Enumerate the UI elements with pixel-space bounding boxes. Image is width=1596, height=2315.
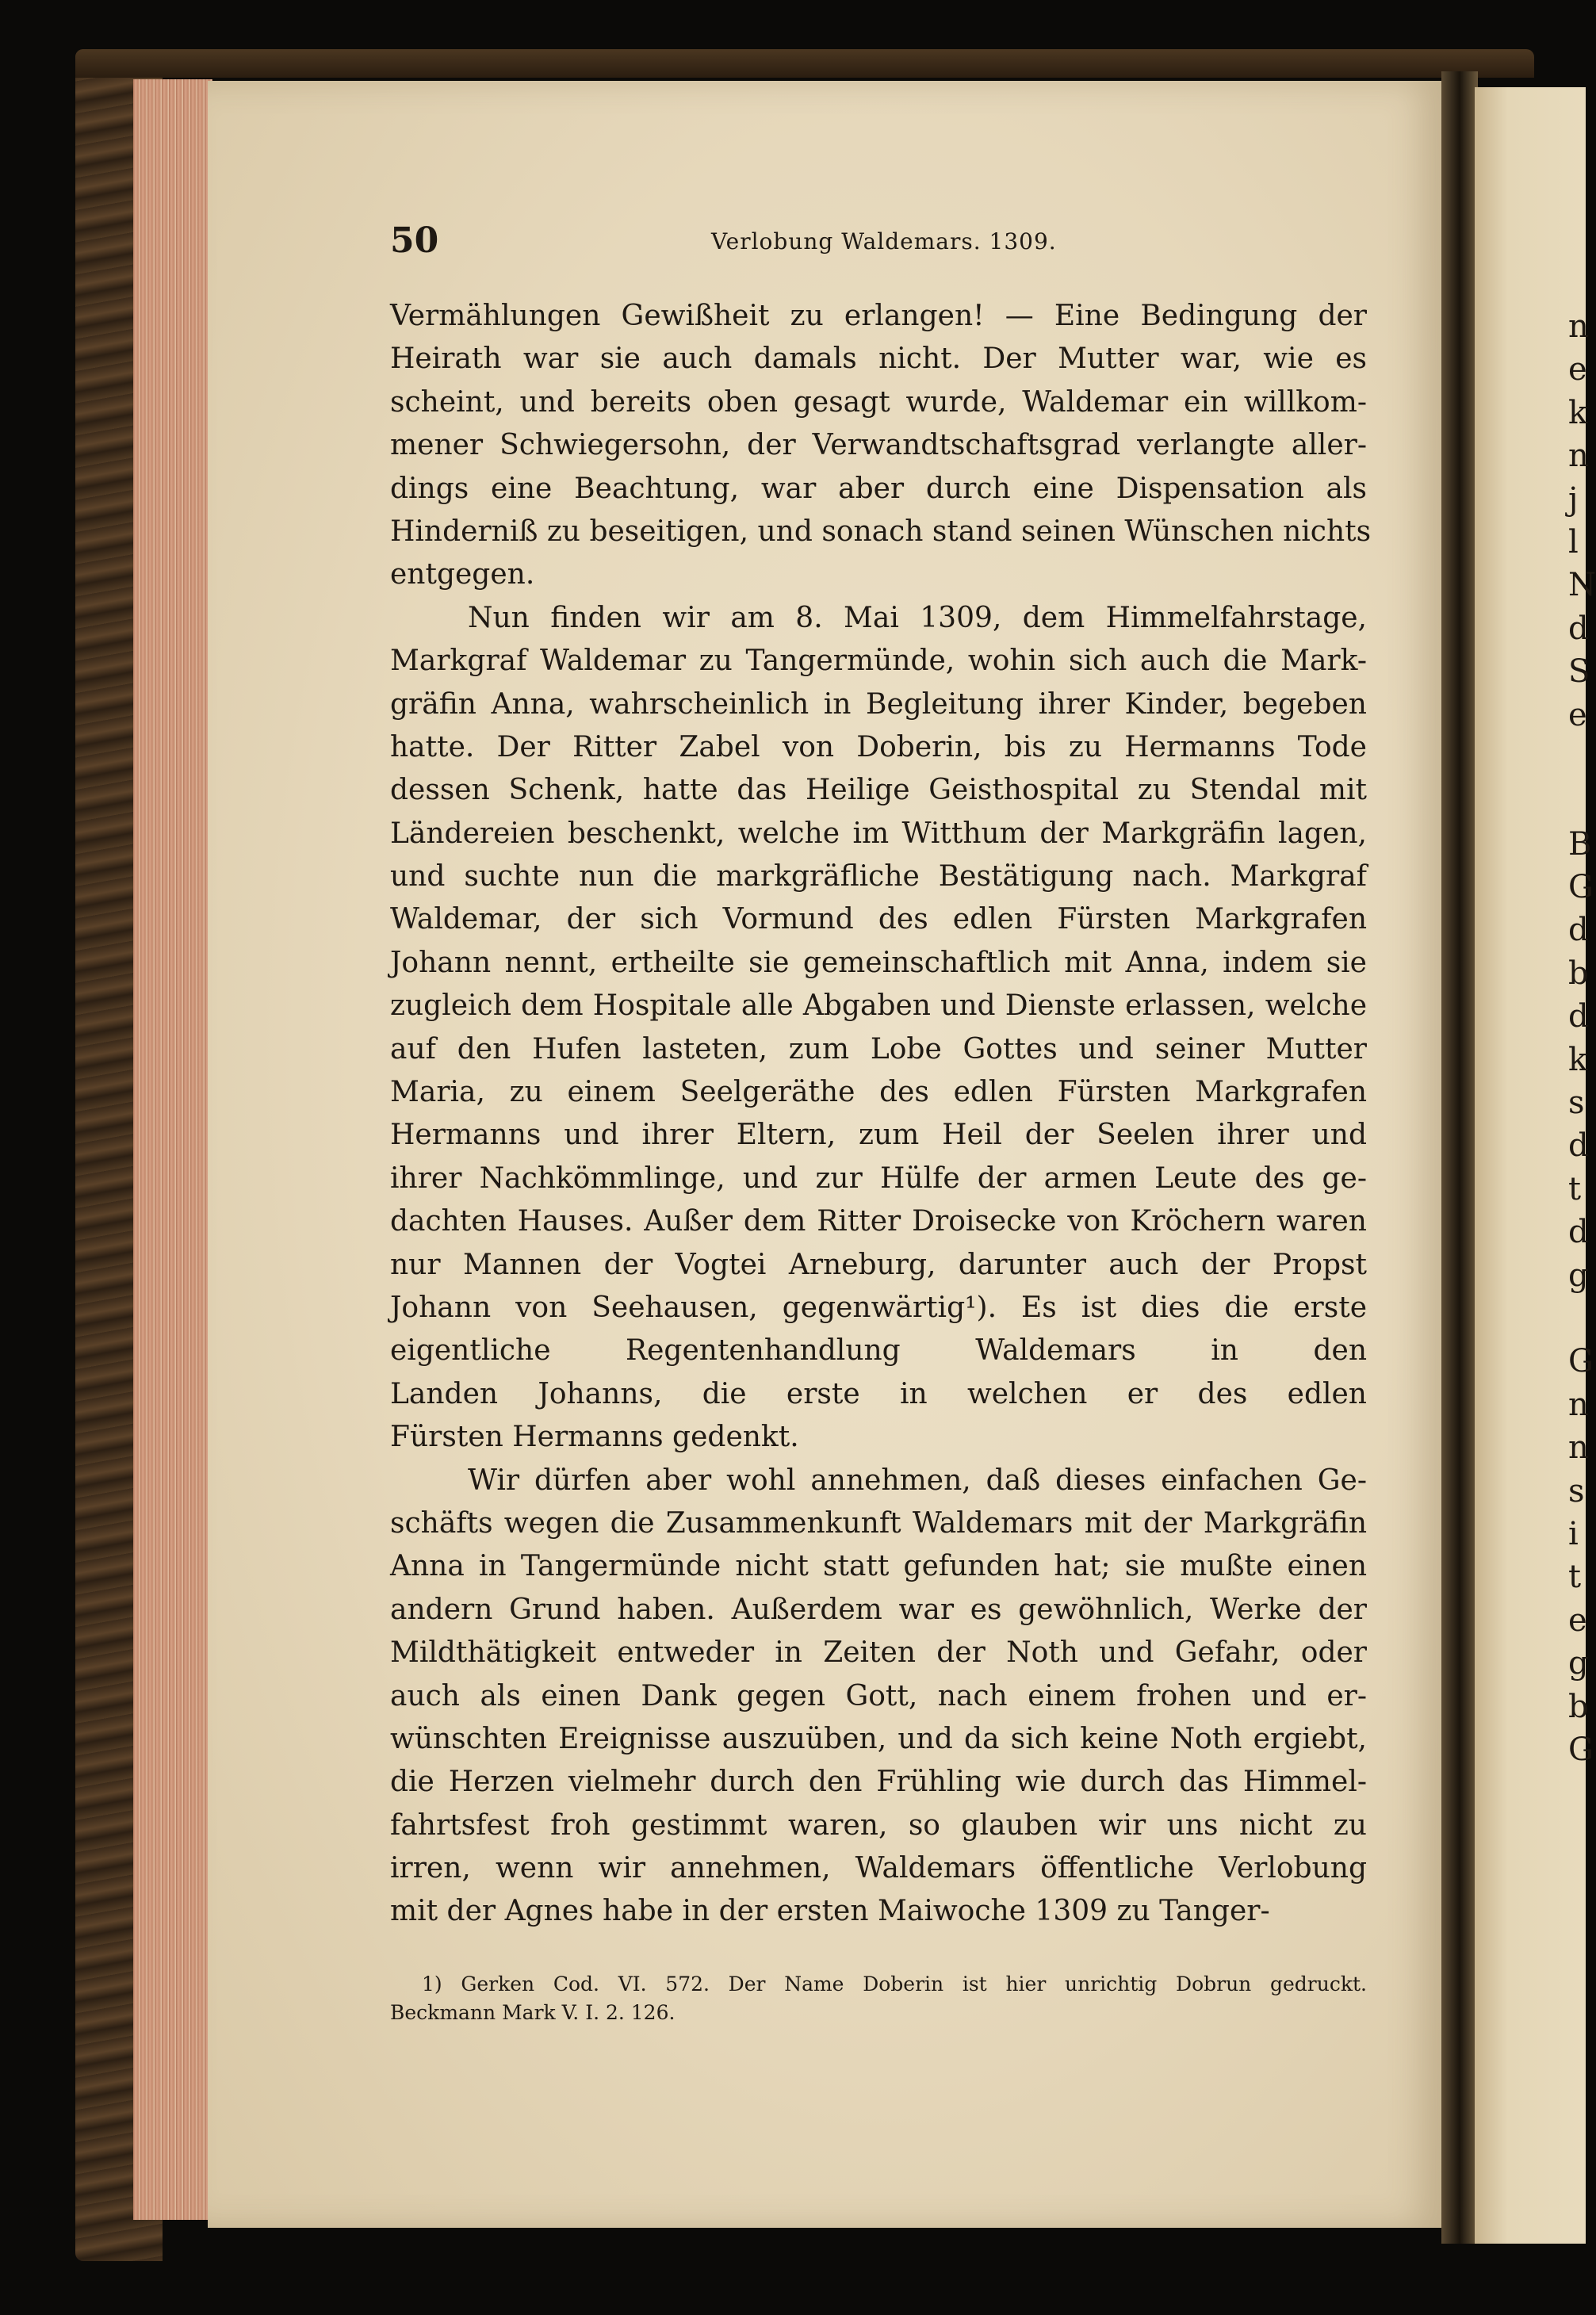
text-line: mener Schwiegersohn, der Verwandtschaftsgrad verlangte aller- xyxy=(390,429,1367,462)
facing-page-letter: n xyxy=(1568,1386,1589,1423)
text-line: die Herzen vielmehr durch den Frühling wie durch das Himmel- xyxy=(390,1766,1367,1799)
text-line: ihrer Nachkömmlinge, und zur Hülfe der armen Leute des ge- xyxy=(390,1161,1367,1195)
facing-page-letter: S xyxy=(1568,653,1590,691)
page-number: 50 xyxy=(390,220,439,261)
facing-page-letter: d xyxy=(1568,912,1589,949)
text-line: eigentliche Regentenhandlung Waldemars in den xyxy=(390,1334,1367,1368)
text-line: Hermanns und ihrer Eltern, zum Heil der Seelen ihrer und xyxy=(390,1119,1367,1152)
cover-top-edge xyxy=(75,49,1534,78)
text-line: Wir dürfen aber wohl annehmen, daß dieses einfachen Ge- xyxy=(468,1464,1367,1497)
facing-page-letter xyxy=(1568,779,1586,822)
facing-page-letter: B xyxy=(1568,825,1592,863)
facing-page-letter: l xyxy=(1568,523,1579,561)
text-line: Maria, zu einem Seelgeräthe des edlen Fürsten Markgrafen xyxy=(390,1076,1367,1109)
text-line: Ländereien beschenkt, welche im Witthum der Markgräfin lagen, xyxy=(390,817,1367,850)
text-line: Heirath war sie auch damals nicht. Der Mutter war, wie es xyxy=(390,342,1367,376)
text-line: entgegen. xyxy=(390,558,535,591)
text-line: zugleich dem Hospitale alle Abgaben und Dienste erlassen, welche xyxy=(390,989,1367,1023)
facing-page-letter: G xyxy=(1568,1343,1594,1380)
facing-page-letter xyxy=(1568,737,1586,779)
text-line: Hinderniß zu beseitigen, und sonach stand seinen Wünschen nichts xyxy=(390,515,1372,548)
running-head: Verlobung Waldemars. 1309. xyxy=(711,228,1057,254)
text-line: irren, wenn wir annehmen, Waldemars öffentliche Verlobung xyxy=(390,1852,1367,1885)
facing-page-letter: e xyxy=(1568,696,1587,733)
facing-page-letter: n xyxy=(1568,308,1589,345)
text-line: dings eine Beachtung, war aber durch eine Dispensation als xyxy=(390,472,1367,505)
text-line: auch als einen Dank gegen Gott, nach einem frohen und er- xyxy=(390,1679,1367,1712)
footnotes xyxy=(390,1970,1367,2027)
footnote-line: 1) Gerken Cod. VI. 572. Der Name Doberin ist hier unrichtig Dobrun gedruckt. xyxy=(422,1973,1367,1995)
text-line: auf den Hufen lasteten, zum Lobe Gottes und seiner Mutter xyxy=(390,1032,1367,1066)
facing-page-letter: b xyxy=(1568,1688,1589,1725)
facing-page-letter xyxy=(1568,1297,1586,1340)
facing-page-line-starts xyxy=(1568,305,1596,1771)
facing-page-letter: i xyxy=(1568,1515,1579,1552)
facing-page-letter: d xyxy=(1568,610,1589,647)
facing-page-letter: s xyxy=(1568,1472,1585,1510)
text-line: und suchte nun die markgräfliche Bestätigung nach. Markgraf xyxy=(390,860,1367,893)
text-line: dessen Schenk, hatte das Heilige Geisthospital zu Stendal mit xyxy=(390,774,1367,807)
text-line: Waldemar, der sich Vormund des edlen Fürsten Markgrafen xyxy=(390,903,1367,936)
text-line: Nun finden wir am 8. Mai 1309, dem Himmelfahrstage, xyxy=(468,601,1367,634)
facing-page-letter: d xyxy=(1568,998,1589,1035)
facing-page-letter: N xyxy=(1568,567,1596,604)
text-line: hatte. Der Ritter Zabel von Doberin, bis zu Hermanns Tode xyxy=(390,730,1367,763)
facing-page-letter: d xyxy=(1568,1214,1589,1251)
page-edges xyxy=(133,79,212,2220)
text-line: Anna in Tangermünde nicht statt gefunden hat; sie mußte einen xyxy=(390,1550,1367,1583)
body-text xyxy=(390,295,1372,1934)
text-line: Fürsten Hermanns gedenkt. xyxy=(390,1421,799,1454)
facing-page-letter: k xyxy=(1568,1041,1588,1078)
footnote-line: Beckmann Mark V. I. 2. 126. xyxy=(390,2001,676,2024)
text-line: Vermählungen Gewißheit zu erlangen! — Eine Bedingung der xyxy=(390,300,1367,332)
facing-page-letter: g xyxy=(1568,1257,1589,1294)
text-line: schäfts wegen die Zusammenkunft Waldemars mit der Markgräfin xyxy=(390,1506,1367,1540)
text-line: Markgraf Waldemar zu Tangermünde, wohin sich auch die Mark- xyxy=(390,645,1367,678)
text-line: dachten Hauses. Außer dem Ritter Droisecke von Kröchern waren xyxy=(390,1205,1367,1238)
facing-page-letter: j xyxy=(1568,480,1579,518)
text-line: fahrtsfest froh gestimmt waren, so glauben wir uns nicht zu xyxy=(390,1808,1367,1842)
text-line: wünschten Ereignisse auszuüben, und da sich keine Noth ergiebt, xyxy=(390,1722,1367,1755)
facing-page-letter: b xyxy=(1568,955,1589,992)
facing-page-letter: k xyxy=(1568,394,1588,431)
facing-page-letter: t xyxy=(1568,1559,1582,1596)
facing-page-letter: g xyxy=(1568,1645,1589,1682)
text-line: mit der Agnes habe in der ersten Maiwoche 1309 zu Tanger- xyxy=(390,1895,1270,1928)
text-line: scheint, und bereits oben gesagt wurde, Waldemar ein willkom- xyxy=(390,385,1367,419)
text-line: Johann nennt, ertheilte sie gemeinschaftlich mit Anna, indem sie xyxy=(390,946,1367,979)
facing-page-letter: s xyxy=(1568,1085,1585,1122)
facing-page-letter: G xyxy=(1568,869,1594,906)
facing-page-letter: G xyxy=(1568,1731,1594,1768)
text-line: gräfin Anna, wahrscheinlich in Begleitung ihrer Kinder, begeben xyxy=(390,687,1367,721)
text-line: nur Mannen der Vogtei Arneburg, darunter auch der Propst xyxy=(390,1248,1367,1281)
page-header xyxy=(390,220,1365,268)
text-line: Landen Johanns, die erste in welchen er des edlen xyxy=(390,1377,1367,1410)
facing-page-letter: d xyxy=(1568,1127,1589,1165)
text-line: andern Grund haben. Außerdem war es gewöhnlich, Werke der xyxy=(390,1593,1367,1626)
facing-page-letter: n xyxy=(1568,438,1589,475)
text-line: Mildthätigkeit entweder in Zeiten der Noth und Gefahr, oder xyxy=(390,1636,1367,1670)
facing-page-letter: n xyxy=(1568,1429,1589,1467)
facing-page-letter: e xyxy=(1568,351,1587,388)
facing-page-letter: t xyxy=(1568,1170,1582,1207)
book-gutter xyxy=(1441,71,1478,2244)
facing-page-letter: e xyxy=(1568,1601,1587,1639)
text-line: Johann von Seehausen, gegenwärtig¹). Es ist dies die erste xyxy=(390,1291,1367,1324)
